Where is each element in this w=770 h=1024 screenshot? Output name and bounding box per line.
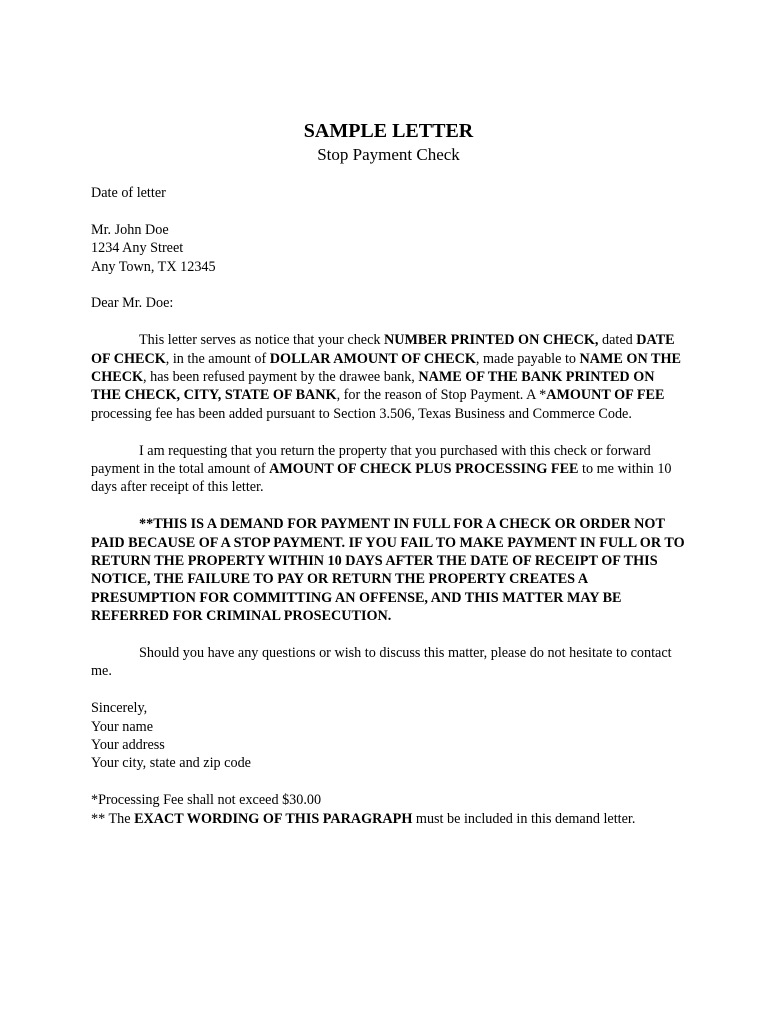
- contact-paragraph: Should you have any questions or wish to discuss this matter, please do not hesitate to contact me.: [91, 645, 672, 680]
- notice-paragraph: [91, 331, 686, 423]
- letter-subtitle: Stop Payment Check: [317, 145, 460, 164]
- closing-sincerely: Sincerely,: [91, 700, 148, 717]
- request-text: to me within 10 days after receipt of this letter.: [91, 461, 672, 496]
- date-line: Date of letter: [91, 185, 166, 201]
- recipient-name: Mr. John Doe: [91, 221, 169, 238]
- letter-title: SAMPLE LETTER: [303, 120, 474, 142]
- recipient-city: Any Town, TX 12345: [91, 258, 216, 275]
- notice-text: This letter serves as notice that your check: [139, 332, 385, 349]
- salutation: Dear Mr. Doe:: [91, 295, 174, 312]
- letter-page: [91, 118, 686, 828]
- footnotes: [91, 791, 686, 828]
- notice-text: , in the amount of: [165, 350, 270, 367]
- wording-footnote: [91, 810, 686, 828]
- request-paragraph: [91, 442, 686, 497]
- fee-amount-field: AMOUNT OF FEE: [546, 387, 665, 404]
- check-date-field: DATE OF CHECK: [91, 332, 675, 367]
- notice-text: , made payable to: [475, 350, 580, 367]
- check-amount-field: DOLLAR AMOUNT OF CHECK: [269, 350, 476, 367]
- sender-address: Your address: [91, 737, 165, 754]
- notice-text: processing fee has been added pursuant to Section 3.506, Texas Business and Commerce Code.: [91, 405, 632, 422]
- wording-text: must be included in this demand letter.: [412, 810, 636, 827]
- bank-name-field: NAME OF THE BANK PRINTED ON THE CHECK, CITY, STATE OF BANK: [91, 369, 655, 404]
- notice-text: , has been refused payment by the drawee bank,: [143, 369, 419, 386]
- fee-footnote: *Processing Fee shall not exceed $30.00: [91, 792, 322, 809]
- wording-text: ** The: [91, 810, 135, 827]
- check-number-field: NUMBER PRINTED ON CHECK,: [384, 332, 599, 349]
- sender-name: Your name: [91, 718, 154, 735]
- wording-emphasis: EXACT WORDING OF THIS PARAGRAPH: [134, 810, 413, 827]
- request-text: I am requesting that you return the property that you purchased with this check or forward payment in the total amount of: [91, 442, 651, 478]
- recipient-address: [91, 221, 686, 276]
- total-amount-field: AMOUNT OF CHECK PLUS PROCESSING FEE: [269, 461, 579, 478]
- sender-city: Your city, state and zip code: [91, 755, 251, 772]
- signature-block: [91, 699, 686, 773]
- notice-text: , for the reason of Stop Payment. A *: [336, 387, 547, 404]
- payee-name-field: NAME ON THE CHECK: [91, 350, 681, 386]
- recipient-street: 1234 Any Street: [91, 240, 184, 257]
- demand-paragraph: **THIS IS A DEMAND FOR PAYMENT IN FULL FOR A CHECK OR ORDER NOT PAID BECAUSE OF A STOP PAYMENT. IF YOU FAIL TO MAKE PAYMENT IN FULL OR TO RETURN THE PROPERTY WITHIN 10 DAYS AFTER THE DATE OF RECEIPT OF THIS NOTICE, THE FAILURE TO PAY OR RETURN THE PROPERTY CREATES A PRESUMPTION FOR COMMITTING AN OFFENSE, AND THIS MATTER MAY BE REFERRED FOR CRIMINAL PROSECUTION.: [91, 516, 685, 625]
- notice-text: dated: [598, 332, 637, 349]
